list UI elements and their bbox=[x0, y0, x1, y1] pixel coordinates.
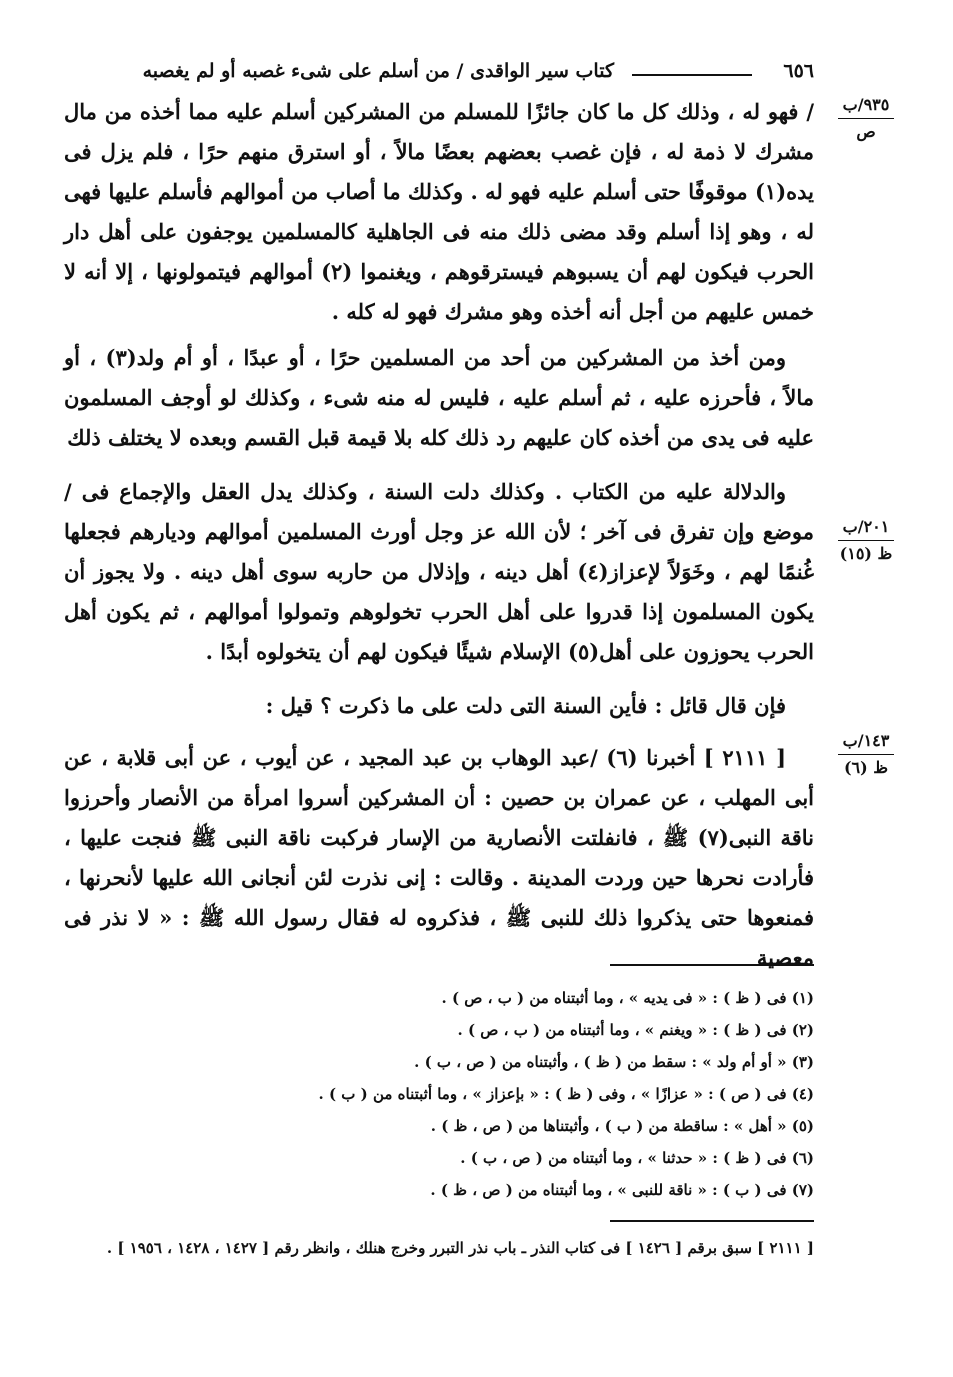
footnote-4: (٤) فى ( ص ) : « عزازًا » ، وفى ( ظ ) : « بإعزاز » ، وما أثبتناه من ( ب ) . bbox=[318, 1085, 814, 1103]
footnote-2: (٢) فى ( ظ ) : « ويغنم » ، وما أثبتناه من ( ب ، ص ) . bbox=[457, 1021, 814, 1039]
header-rule bbox=[632, 74, 752, 76]
margin-note-2 bbox=[832, 516, 900, 565]
margin-note-1 bbox=[832, 94, 900, 143]
margin-note-ref: ١٤٣/ب bbox=[842, 731, 890, 750]
margin-note-sub: ظ (٦) bbox=[843, 758, 889, 777]
footnote-separator bbox=[610, 964, 814, 966]
paragraph-2 bbox=[64, 338, 814, 458]
hadith-paragraph bbox=[64, 738, 814, 978]
footnote-7: (٧) فى ( ب ) : « ناقة للنبى » ، وما أثبتناه من ( ص ، ظ ) . bbox=[430, 1181, 814, 1199]
running-title: كتاب سير الواقدى / من أسلم على شىء غصبه أو لم يغصبه bbox=[142, 60, 614, 82]
page-number: ٦٥٦ bbox=[783, 60, 814, 82]
footnotes bbox=[300, 982, 814, 1206]
cross-reference-separator bbox=[610, 1220, 814, 1222]
running-header bbox=[64, 58, 814, 90]
hadith-text: [ ٢١١١ ] أخبرنا (٦) /عبد الوهاب بن عبد المجيد ، عن أيوب ، عن أبى قلابة ، عن أبى المهلب ، عن عمران بن حصين : أن المشركين أسروا امرأة من الأنصار وأحرزوا ناقة النبى(٧) ﷺ ، فانفلتت الأنصارية من الإسار فركبت ناقة النبى ﷺ فنجت عليها ، فأرادت نحرها حين وردت المدينة . وقالت : إنى نذرت لئن أنجانى الله عليها لأنحرنها ، فمنعوها حتى يذكروا ذلك للنبى ﷺ ، فذكروه له فقال رسول الله ﷺ : « لا نذر فى معصية bbox=[64, 745, 814, 970]
margin-note-rule bbox=[838, 118, 894, 119]
paragraph-4 bbox=[64, 686, 814, 726]
paragraph-3-text: والدلالة عليه من الكتاب . وكذلك دلت السنة ، وكذلك يدل العقل والإجماع فى / موضع وإن تفرق فى آخر ؛ لأن الله عز وجل أورث المسلمين أموالهم وديارهم فجعلها غُنمًا لهم ، وخَوَلاً لإعزاز(٤) أهل دينه ، وإذلال من حاربه سوى أهل دينه . ولا يجوز أن يكون المسلمون إذا قدروا على أهل الحرب تخولوهم وتمولوا أموالهم ، ثم يكون أهل الحرب يحوزون على أهل(٥) الإسلام شيئًا فيكون لهم أن يتخولوه أبدًا . bbox=[64, 479, 815, 664]
footnote-1: (١) فى ( ظ ) : « فى يديه » ، وما أثبتناه من ( ب ، ص ) . bbox=[441, 989, 814, 1007]
paragraph-2-text: ومن أخذ من المشركين من أحد من المسلمين حرًا ، أو عبدًا ، أو أم ولد(٣) ، أو مالاً ، فأحرزه عليه ، ثم أسلم عليه ، فليس له منه شىء ، وكذلك لو أوجف المسلمون عليه فى يدى من أخذه كان عليهم رد ذلك كله بلا قيمة قبل القسم وبعده لا يختلف ذلك bbox=[64, 345, 814, 450]
paragraph-3 bbox=[64, 472, 814, 672]
margin-note-ref: ٢٠١/ب bbox=[842, 517, 890, 536]
margin-note-sub: ظ (١٥) bbox=[839, 544, 893, 563]
paragraph-4-text: فإن قال قائل : فأين السنة التى دلت على ما ذكرت ؟ قيل : bbox=[265, 693, 786, 718]
margin-note-rule bbox=[838, 540, 894, 541]
margin-note-sub: ص bbox=[856, 122, 876, 141]
margin-note-3 bbox=[832, 730, 900, 779]
paragraph-1: / فهو له ، وذلك كل ما كان جائزًا للمسلم من المشركين أسلم عليه مما أخذه من مال مشرك لا ذمة له ، فإن غصب بعضهم بعضًا مالاً ، أو استرق منهم حرًا ، فلم يزل فى يده(١) موقوفًا حتى أسلم عليه فهو له . وكذلك ما أصاب من أموالهم فأسلم عليها فهى له ، وهو إذا أسلم وقد مضى ذلك منه فى الجاهلية كالمسلمين يوجفون على أهل دار الحرب فيكون لهم أن يسبوهم فيسترقوهم ، ويغنموا (٢) أموالهم فيتمولونها ، إلا أنه لا خمس عليهم من أجل أنه أخذه وهو مشرك فهو له كله . bbox=[64, 99, 815, 324]
margin-note-ref: ٩٣٥/ب bbox=[842, 95, 890, 114]
cross-reference: [ ٢١١١ ] سبق برقم [ ١٤٢٦ ] فى كتاب النذر ـ باب نذر التبرر وخرج هنلك ، وانظر رقم [ ١٤٢٧ ، ١٤٢٨ ، ١٩٥٦ ] . bbox=[106, 1239, 814, 1257]
footnote-3: (٣) « أو أم ولد » : سقط من ( ظ ) ، وأثبتناه من ( ص ، ب ) . bbox=[414, 1053, 814, 1071]
margin-note-rule bbox=[838, 754, 894, 755]
footnote-6: (٦) فى ( ظ ) : « حدثنا » ، وما أثبتناه من ( ص ، ب ) . bbox=[460, 1149, 814, 1167]
footnote-5: (٥) « أهل » : ساقطة من ( ب ) ، وأثبتناها من ( ص ، ظ ) . bbox=[430, 1117, 814, 1135]
